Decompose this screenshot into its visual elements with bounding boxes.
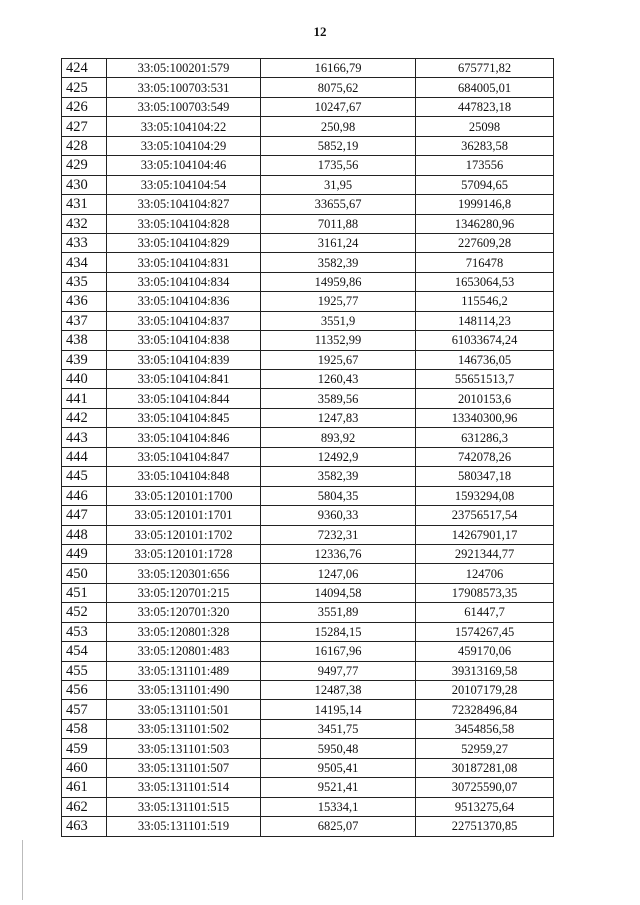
cadastral-number-cell: 33:05:131101:490 [107, 681, 261, 700]
area-cell: 1925,67 [261, 350, 416, 369]
cadastral-number-cell: 33:05:104104:827 [107, 195, 261, 214]
row-number-cell: 435 [62, 272, 107, 291]
value-cell: 36283,58 [416, 136, 554, 155]
cadastral-number-cell: 33:05:104104:29 [107, 136, 261, 155]
table-row [62, 331, 554, 350]
row-number-cell: 445 [62, 467, 107, 486]
row-number-cell: 428 [62, 136, 107, 155]
cadastral-number-cell: 33:05:104104:844 [107, 389, 261, 408]
row-number-cell: 442 [62, 408, 107, 427]
cadastral-number-cell: 33:05:131101:501 [107, 700, 261, 719]
value-cell: 1999146,8 [416, 195, 554, 214]
cadastral-number-cell: 33:05:100201:579 [107, 59, 261, 78]
table-row [62, 642, 554, 661]
row-number-cell: 440 [62, 370, 107, 389]
row-number-cell: 426 [62, 97, 107, 116]
value-cell: 459170,06 [416, 642, 554, 661]
table-row [62, 408, 554, 427]
value-cell: 72328496,84 [416, 700, 554, 719]
area-cell: 5852,19 [261, 136, 416, 155]
area-cell: 3551,89 [261, 603, 416, 622]
area-cell: 12487,38 [261, 681, 416, 700]
table-row [62, 661, 554, 680]
table-row [62, 195, 554, 214]
value-cell: 22751370,85 [416, 817, 554, 836]
row-number-cell: 450 [62, 564, 107, 583]
area-cell: 1260,43 [261, 370, 416, 389]
value-cell: 9513275,64 [416, 797, 554, 816]
area-cell: 9505,41 [261, 758, 416, 777]
cadastral-number-cell: 33:05:131101:507 [107, 758, 261, 777]
table-row [62, 506, 554, 525]
table-row [62, 350, 554, 369]
table-row [62, 214, 554, 233]
area-cell: 250,98 [261, 117, 416, 136]
value-cell: 55651513,7 [416, 370, 554, 389]
value-cell: 23756517,54 [416, 506, 554, 525]
value-cell: 742078,26 [416, 447, 554, 466]
row-number-cell: 458 [62, 719, 107, 738]
row-number-cell: 455 [62, 661, 107, 680]
table-row [62, 156, 554, 175]
table-row [62, 622, 554, 641]
table-row [62, 117, 554, 136]
area-cell: 9360,33 [261, 506, 416, 525]
row-number-cell: 452 [62, 603, 107, 622]
value-cell: 14267901,17 [416, 525, 554, 544]
row-number-cell: 461 [62, 778, 107, 797]
area-cell: 10247,67 [261, 97, 416, 116]
row-number-cell: 451 [62, 583, 107, 602]
cadastral-number-cell: 33:05:120101:1728 [107, 544, 261, 563]
area-cell: 1925,77 [261, 292, 416, 311]
value-cell: 25098 [416, 117, 554, 136]
value-cell: 57094,65 [416, 175, 554, 194]
table-row [62, 253, 554, 272]
cadastral-number-cell: 33:05:131101:519 [107, 817, 261, 836]
value-cell: 3454856,58 [416, 719, 554, 738]
area-cell: 7232,31 [261, 525, 416, 544]
cadastral-number-cell: 33:05:104104:831 [107, 253, 261, 272]
table-row [62, 797, 554, 816]
row-number-cell: 438 [62, 331, 107, 350]
table-row [62, 700, 554, 719]
row-number-cell: 446 [62, 486, 107, 505]
value-cell: 17908573,35 [416, 583, 554, 602]
row-number-cell: 441 [62, 389, 107, 408]
value-cell: 1574267,45 [416, 622, 554, 641]
area-cell: 8075,62 [261, 78, 416, 97]
row-number-cell: 448 [62, 525, 107, 544]
table-row [62, 486, 554, 505]
table-row [62, 233, 554, 252]
area-cell: 3451,75 [261, 719, 416, 738]
cadastral-number-cell: 33:05:104104:834 [107, 272, 261, 291]
table-row [62, 719, 554, 738]
cadastral-number-cell: 33:05:131101:515 [107, 797, 261, 816]
value-cell: 1346280,96 [416, 214, 554, 233]
value-cell: 675771,82 [416, 59, 554, 78]
row-number-cell: 454 [62, 642, 107, 661]
row-number-cell: 457 [62, 700, 107, 719]
row-number-cell: 425 [62, 78, 107, 97]
cadastral-number-cell: 33:05:104104:847 [107, 447, 261, 466]
area-cell: 16167,96 [261, 642, 416, 661]
cadastral-number-cell: 33:05:131101:502 [107, 719, 261, 738]
table-row [62, 428, 554, 447]
area-cell: 11352,99 [261, 331, 416, 350]
area-cell: 14959,86 [261, 272, 416, 291]
table-row [62, 603, 554, 622]
table-row [62, 467, 554, 486]
table-row [62, 681, 554, 700]
area-cell: 1735,56 [261, 156, 416, 175]
table-row [62, 758, 554, 777]
value-cell: 1593294,08 [416, 486, 554, 505]
table-row [62, 525, 554, 544]
area-cell: 9497,77 [261, 661, 416, 680]
area-cell: 15334,1 [261, 797, 416, 816]
table-row [62, 564, 554, 583]
cadastral-number-cell: 33:05:120101:1700 [107, 486, 261, 505]
cadastral-number-cell: 33:05:104104:829 [107, 233, 261, 252]
value-cell: 30725590,07 [416, 778, 554, 797]
cadastral-number-cell: 33:05:104104:846 [107, 428, 261, 447]
cadastral-number-cell: 33:05:104104:841 [107, 370, 261, 389]
value-cell: 39313169,58 [416, 661, 554, 680]
value-cell: 52959,27 [416, 739, 554, 758]
row-number-cell: 431 [62, 195, 107, 214]
row-number-cell: 453 [62, 622, 107, 641]
area-cell: 12492,9 [261, 447, 416, 466]
row-number-cell: 434 [62, 253, 107, 272]
area-cell: 14094,58 [261, 583, 416, 602]
row-number-cell: 439 [62, 350, 107, 369]
row-number-cell: 463 [62, 817, 107, 836]
cadastral-number-cell: 33:05:104104:837 [107, 311, 261, 330]
area-cell: 31,95 [261, 175, 416, 194]
value-cell: 227609,28 [416, 233, 554, 252]
table-row [62, 59, 554, 78]
area-cell: 12336,76 [261, 544, 416, 563]
registry-table-body [62, 59, 554, 837]
scan-margin-line [22, 840, 23, 900]
value-cell: 124706 [416, 564, 554, 583]
cadastral-number-cell: 33:05:104104:22 [107, 117, 261, 136]
cadastral-number-cell: 33:05:100703:549 [107, 97, 261, 116]
cadastral-number-cell: 33:05:131101:514 [107, 778, 261, 797]
cadastral-number-cell: 33:05:120301:656 [107, 564, 261, 583]
value-cell: 30187281,08 [416, 758, 554, 777]
value-cell: 447823,18 [416, 97, 554, 116]
table-row [62, 817, 554, 836]
cadastral-number-cell: 33:05:100703:531 [107, 78, 261, 97]
cadastral-number-cell: 33:05:104104:848 [107, 467, 261, 486]
table-row [62, 778, 554, 797]
cadastral-number-cell: 33:05:120801:328 [107, 622, 261, 641]
registry-table [61, 58, 554, 837]
table-row [62, 370, 554, 389]
value-cell: 115546,2 [416, 292, 554, 311]
value-cell: 2010153,6 [416, 389, 554, 408]
table-row [62, 739, 554, 758]
area-cell: 3161,24 [261, 233, 416, 252]
cadastral-number-cell: 33:05:104104:836 [107, 292, 261, 311]
area-cell: 9521,41 [261, 778, 416, 797]
row-number-cell: 432 [62, 214, 107, 233]
row-number-cell: 444 [62, 447, 107, 466]
row-number-cell: 449 [62, 544, 107, 563]
area-cell: 3589,56 [261, 389, 416, 408]
area-cell: 5804,35 [261, 486, 416, 505]
cadastral-number-cell: 33:05:131101:503 [107, 739, 261, 758]
cadastral-number-cell: 33:05:120701:320 [107, 603, 261, 622]
cadastral-number-cell: 33:05:104104:46 [107, 156, 261, 175]
area-cell: 5950,48 [261, 739, 416, 758]
value-cell: 1653064,53 [416, 272, 554, 291]
row-number-cell: 462 [62, 797, 107, 816]
cadastral-number-cell: 33:05:104104:828 [107, 214, 261, 233]
area-cell: 16166,79 [261, 59, 416, 78]
value-cell: 61447,7 [416, 603, 554, 622]
value-cell: 684005,01 [416, 78, 554, 97]
row-number-cell: 459 [62, 739, 107, 758]
value-cell: 716478 [416, 253, 554, 272]
table-row [62, 544, 554, 563]
table-row [62, 311, 554, 330]
area-cell: 6825,07 [261, 817, 416, 836]
table-row [62, 136, 554, 155]
cadastral-number-cell: 33:05:120701:215 [107, 583, 261, 602]
value-cell: 173556 [416, 156, 554, 175]
row-number-cell: 424 [62, 59, 107, 78]
table-row [62, 583, 554, 602]
value-cell: 13340300,96 [416, 408, 554, 427]
area-cell: 33655,67 [261, 195, 416, 214]
cadastral-number-cell: 33:05:120101:1702 [107, 525, 261, 544]
row-number-cell: 443 [62, 428, 107, 447]
row-number-cell: 456 [62, 681, 107, 700]
row-number-cell: 460 [62, 758, 107, 777]
table-row [62, 272, 554, 291]
cadastral-number-cell: 33:05:104104:839 [107, 350, 261, 369]
value-cell: 148114,23 [416, 311, 554, 330]
value-cell: 146736,05 [416, 350, 554, 369]
table-row [62, 175, 554, 194]
table-row [62, 97, 554, 116]
area-cell: 893,92 [261, 428, 416, 447]
area-cell: 3551,9 [261, 311, 416, 330]
row-number-cell: 433 [62, 233, 107, 252]
value-cell: 61033674,24 [416, 331, 554, 350]
cadastral-number-cell: 33:05:104104:838 [107, 331, 261, 350]
row-number-cell: 430 [62, 175, 107, 194]
cadastral-number-cell: 33:05:104104:845 [107, 408, 261, 427]
cadastral-number-cell: 33:05:120801:483 [107, 642, 261, 661]
row-number-cell: 437 [62, 311, 107, 330]
area-cell: 3582,39 [261, 253, 416, 272]
page-number: 12 [313, 24, 327, 39]
value-cell: 580347,18 [416, 467, 554, 486]
row-number-cell: 447 [62, 506, 107, 525]
area-cell: 1247,83 [261, 408, 416, 427]
row-number-cell: 427 [62, 117, 107, 136]
table-row [62, 292, 554, 311]
value-cell: 2921344,77 [416, 544, 554, 563]
table-row [62, 78, 554, 97]
cadastral-number-cell: 33:05:104104:54 [107, 175, 261, 194]
value-cell: 20107179,28 [416, 681, 554, 700]
area-cell: 3582,39 [261, 467, 416, 486]
row-number-cell: 429 [62, 156, 107, 175]
cadastral-number-cell: 33:05:131101:489 [107, 661, 261, 680]
row-number-cell: 436 [62, 292, 107, 311]
table-row [62, 447, 554, 466]
value-cell: 631286,3 [416, 428, 554, 447]
area-cell: 15284,15 [261, 622, 416, 641]
area-cell: 7011,88 [261, 214, 416, 233]
area-cell: 14195,14 [261, 700, 416, 719]
area-cell: 1247,06 [261, 564, 416, 583]
cadastral-number-cell: 33:05:120101:1701 [107, 506, 261, 525]
table-row [62, 389, 554, 408]
